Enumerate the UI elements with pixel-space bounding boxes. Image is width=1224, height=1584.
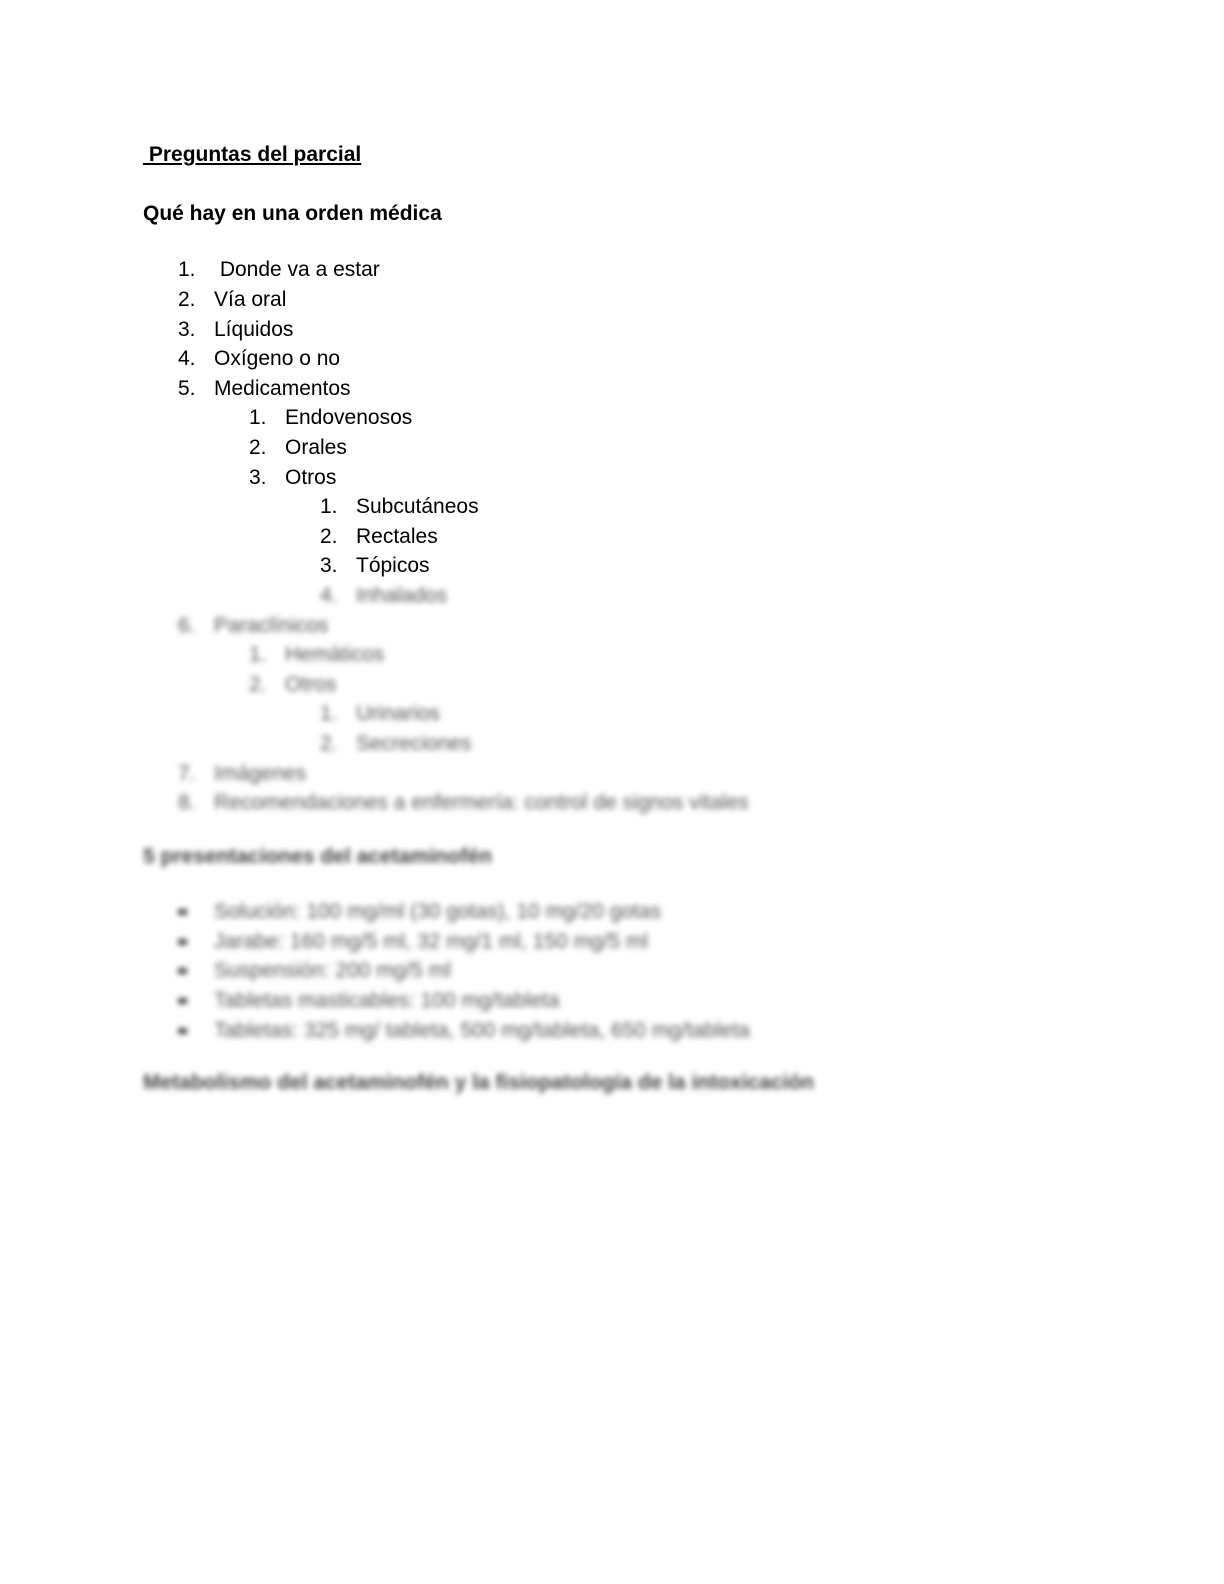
list-item-text: Líquidos <box>214 318 294 341</box>
list-item-text: Donde va a estar <box>214 258 380 281</box>
list-item-text: Imágenes <box>214 762 307 785</box>
list-number: 1. <box>178 258 196 281</box>
bullet-text: Solución: 100 mg/ml (30 gotas), 10 mg/20 gotas <box>214 900 662 923</box>
list-number: 1. <box>320 702 338 725</box>
list-number: 3. <box>178 318 196 341</box>
bullet-icon <box>178 1028 187 1034</box>
list-number: 3. <box>249 466 267 489</box>
list-number: 5. <box>178 377 196 400</box>
list-number: 7. <box>178 762 196 785</box>
list-item-text: Hemáticos <box>285 643 385 666</box>
list-item-text: Paraclínicos <box>214 614 329 637</box>
list-item-text: Endovenosos <box>285 406 413 429</box>
section-heading-presentaciones: 5 presentaciones del acetaminofén <box>143 845 492 868</box>
document-title: Preguntas del parcial <box>143 143 362 166</box>
list-number: 3. <box>320 554 338 577</box>
list-item-text: Recomendaciones a enfermería: control de signos vitales <box>214 791 749 814</box>
bullet-text: Tabletas masticables: 100 mg/tableta <box>214 989 560 1012</box>
list-item-text: Secreciones <box>356 732 472 755</box>
section-heading-orden-medica: Qué hay en una orden médica <box>143 202 442 225</box>
bullet-text: Tabletas: 325 mg/ tableta, 500 mg/tableta, 650 mg/tableta <box>214 1019 750 1042</box>
list-item-text: Vía oral <box>214 288 287 311</box>
bullet-text: Suspensión: 200 mg/5 ml <box>214 959 451 982</box>
list-item-text: Orales <box>285 436 347 459</box>
list-number: 2. <box>249 436 267 459</box>
list-number: 2. <box>320 525 338 548</box>
list-item-text: Oxígeno o no <box>214 347 341 370</box>
list-item-text: Otros <box>285 673 337 696</box>
bullet-icon <box>178 968 187 974</box>
section-heading-metabolismo: Metabolismo del acetaminofén y la fisiopatología de la intoxicación <box>143 1071 814 1094</box>
list-number: 4. <box>178 347 196 370</box>
list-number: 2. <box>249 673 267 696</box>
list-item-text: Subcutáneos <box>356 495 479 518</box>
list-item-text: Inhalados <box>356 584 448 607</box>
list-number: 1. <box>320 495 338 518</box>
bullet-text: Jarabe: 160 mg/5 ml, 32 mg/1 ml, 150 mg/5 ml <box>214 930 649 953</box>
bullet-icon <box>178 939 187 945</box>
list-number: 1. <box>249 406 267 429</box>
list-item-text: Rectales <box>356 525 438 548</box>
list-number: 6. <box>178 614 196 637</box>
list-item-text: Tópicos <box>356 554 430 577</box>
list-number: 8. <box>178 791 196 814</box>
list-number: 2. <box>178 288 196 311</box>
bullet-icon <box>178 998 187 1004</box>
list-number: 4. <box>320 584 338 607</box>
list-number: 2. <box>320 732 338 755</box>
list-item-text: Urinarios <box>356 702 441 725</box>
list-number: 1. <box>249 643 267 666</box>
list-item-text: Medicamentos <box>214 377 351 400</box>
list-item-text: Otros <box>285 466 337 489</box>
bullet-icon <box>178 909 187 915</box>
